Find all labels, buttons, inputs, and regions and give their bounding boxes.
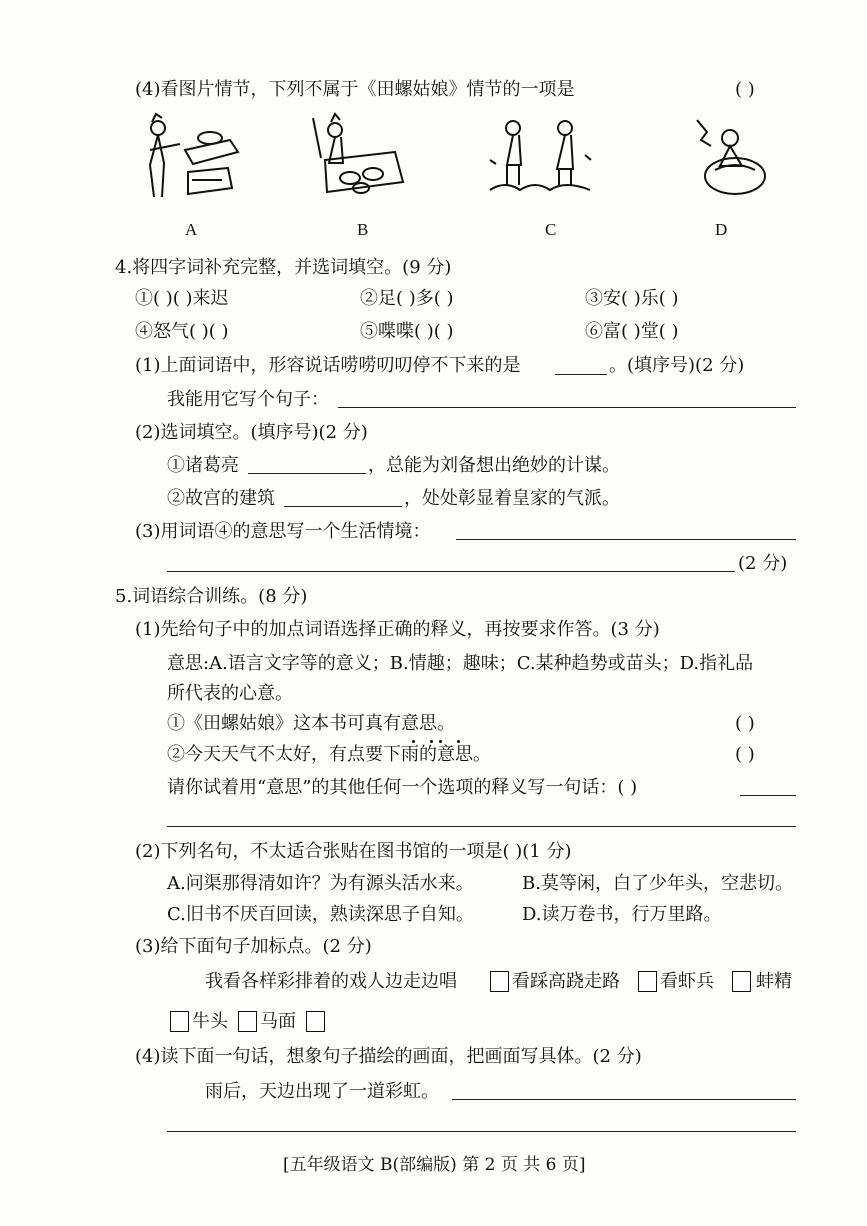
picture-c-two-figures-on-cloud: [485, 110, 595, 205]
q4-part2-b-tail: ，处处彰显着皇家的气派。: [404, 488, 620, 509]
q5-write-sentence-prompt: 请你试着用“意思”的其他任何一个选项的释义写一句话：( ): [167, 777, 638, 798]
q5-sentence-2-answer[interactable]: ( ): [735, 744, 755, 765]
q5-part2-prompt: (2)下列名句，不太适合张贴在图书馆的一项是( )(1 分): [135, 841, 572, 862]
q4-part3-prompt: (3)用词语④的意思写一个生活情境：: [135, 521, 431, 542]
punctuation-box[interactable]: [306, 1011, 325, 1032]
punct-text-6: 马面: [260, 1011, 296, 1032]
q5-definitions-line-2: 所代表的心意。: [167, 683, 293, 704]
picture-a-man-reading: [130, 110, 240, 205]
idiom-3[interactable]: ③安( )乐( ): [585, 288, 679, 309]
picture-label-b: B: [357, 220, 369, 239]
idiom-6[interactable]: ⑥富( )堂( ): [585, 321, 679, 342]
punctuation-box[interactable]: [638, 971, 657, 992]
q4-part3-score: (2 分): [738, 553, 788, 574]
q4-part2-a-head: ①诸葛亮: [167, 455, 239, 476]
q5-definitions-line-1: 意思:A.语言文字等的意义；B.情趣；趣味；C.某种趋势或苗头；D.指礼品: [167, 653, 754, 674]
q4-part1-tail: 。(填序号)(2 分): [609, 355, 745, 376]
q5-option-b: B.莫等闲，白了少年头，空悲切。: [522, 873, 793, 894]
q4-part3-line-1[interactable]: [456, 539, 796, 540]
page-footer: [五年级语文 B(部编版) 第 2 页 共 6 页]: [283, 1155, 586, 1175]
q5-part1-prompt: (1)先给句子中的加点词语选择正确的释义，再按要求作答。(3 分): [135, 619, 660, 640]
punct-text-1: 我看各样彩排着的戏人边走边唱: [205, 971, 457, 992]
emphasis-dot: [457, 740, 460, 743]
picture-label-d: D: [715, 220, 728, 239]
q5-part3-prompt: (3)给下面句子加标点。(2 分): [135, 936, 372, 957]
punct-text-5: 牛头: [192, 1011, 228, 1032]
q5-sentence-1-answer[interactable]: ( ): [735, 713, 755, 734]
q5-option-c: C.旧书不厌百回读，熟读深思子自知。: [167, 904, 474, 925]
q4-title: 4.将四字词补充完整，并选词填空。(9 分): [115, 257, 452, 278]
picture-b-woman-cooking: [305, 110, 415, 205]
idiom-1[interactable]: ①( )( )来迟: [135, 288, 229, 309]
q4-part3-line-2[interactable]: [167, 571, 735, 572]
idiom-5[interactable]: ⑤喋喋( )( ): [360, 321, 454, 342]
punctuation-box[interactable]: [170, 1011, 189, 1032]
picture-label-c: C: [545, 220, 557, 239]
emphasis-dot: [439, 740, 442, 743]
punct-text-4: 蚌精: [756, 971, 792, 992]
q5-option-a: A.问渠那得清如许？为有源头活水来。: [167, 873, 474, 894]
q4-part2-b-head: ②故宫的建筑: [167, 488, 275, 509]
q4-sub-answer-paren[interactable]: ( ): [735, 79, 755, 100]
punct-text-3: 看虾兵: [660, 971, 714, 992]
q4-part2-a-tail: ，总能为刘备想出绝妙的计谋。: [368, 455, 620, 476]
q4-part2-prompt: (2)选词填空。(填序号)(2 分): [135, 422, 368, 443]
punctuation-box[interactable]: [490, 971, 509, 992]
punct-text-2: 看踩高跷走路: [512, 971, 620, 992]
q5-title: 5.词语综合训练。(8 分): [115, 586, 308, 607]
q5-sentence-2: ②今天天气不太好，有点要下雨的意思。: [167, 744, 491, 765]
q5-write-sentence-line-2[interactable]: [167, 826, 796, 827]
q5-sentence-1: ①《田螺姑娘》这本书可真有意思。: [167, 713, 455, 734]
q5-write-sentence-line-1[interactable]: [740, 795, 796, 796]
q4-part1-prompt: (1)上面词语中，形容说话唠唠叨叨停不下来的是: [135, 355, 521, 376]
q4-part1-sentence-label: 我能用它写个句子：: [167, 389, 329, 410]
q5-part4-line-2[interactable]: [167, 1131, 796, 1132]
q4-sub-prompt: (4)看图片情节，下列不属于《田螺姑娘》情节的一项是: [135, 79, 575, 100]
q5-part4-sentence: 雨后，天边出现了一道彩虹。: [205, 1081, 439, 1102]
picture-d-figure-in-pot: [685, 110, 795, 205]
q4-part1-answer-line[interactable]: [555, 374, 607, 375]
punctuation-box[interactable]: [732, 971, 751, 992]
q4-part2-a-blank[interactable]: [248, 473, 366, 474]
q5-option-d: D.读万卷书，行万里路。: [522, 904, 722, 925]
punctuation-box[interactable]: [238, 1011, 257, 1032]
picture-label-a: A: [185, 220, 198, 239]
q4-part1-sentence-line[interactable]: [338, 407, 796, 408]
q5-part4-line-1[interactable]: [452, 1099, 796, 1100]
q4-part2-b-blank[interactable]: [284, 506, 402, 507]
idiom-2[interactable]: ②足( )多( ): [360, 288, 454, 309]
idiom-4[interactable]: ④怒气( )( ): [135, 321, 229, 342]
q5-part4-prompt: (4)读下面一句话，想象句子描绘的画面，把画面写具体。(2 分): [135, 1046, 642, 1067]
